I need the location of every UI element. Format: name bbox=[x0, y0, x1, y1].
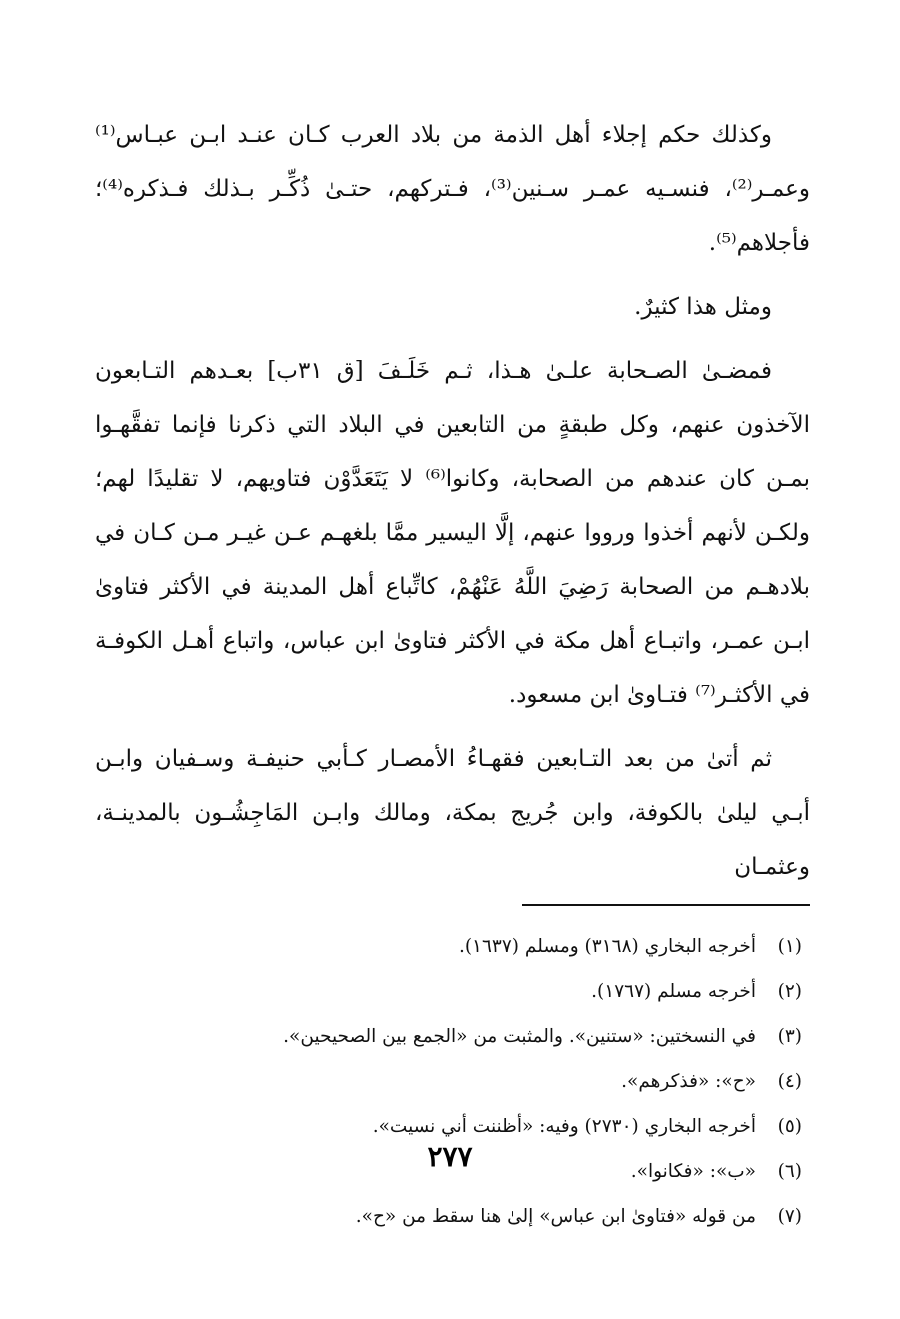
footnote-4 bbox=[95, 1059, 802, 1104]
paragraph-2: ومثل هذا كثيرٌ. bbox=[634, 294, 772, 320]
footnote-text: أخرجه البخاري (٢٧٣٠) وفيه: «أظننت أني نسيت». bbox=[372, 1116, 756, 1137]
paragraph-3: فمضـىٰ الصـحابة علـىٰ هـذا، ثـم خَلَـفَ [ق ٣١ب] بعـدهم التـابعون الآخذون عنهم، وكل طبقةٍ من التابعين في البلاد التي ذكرنا فإنما تفقَّهـوا بمـن كان عندهم من الصحابة، وكانوا⁽⁶⁾ لا يَتَعَدَّوْن فتاويهم، لا تقليدًا لهم؛ ولكـن لأنهم أخذوا ورووا عنهم، إلَّا اليسير ممَّا بلغهـم عـن غيـر مـن كـان في بلادهـم من الصحابة رَضِيَ اللَّهُ عَنْهُمْ، كاتِّباع أهل المدينة في الأكثر فتاوىٰ ابـن عمـر، واتبـاع أهل مكة في الأكثر فتاوىٰ ابن عباس، واتباع أهـل الكوفـة في الأكثـر⁽⁷⁾ فتـاوىٰ ابن مسعود. bbox=[95, 358, 810, 708]
footnote-1 bbox=[95, 924, 802, 969]
footnote-text: «ح»: «فذكرهم». bbox=[621, 1071, 756, 1092]
footnote-3 bbox=[95, 1014, 802, 1059]
footnote-number: (٤) bbox=[777, 1071, 802, 1092]
footnote-number: (٥) bbox=[777, 1116, 802, 1137]
footnote-text: أخرجه البخاري (٣١٦٨) ومسلم (١٦٣٧). bbox=[458, 936, 756, 957]
footnotes bbox=[95, 924, 810, 1239]
book-page bbox=[95, 108, 810, 1228]
footnote-text: «ب»: «فكانوا». bbox=[630, 1161, 756, 1182]
footnote-number: (٢) bbox=[777, 981, 802, 1002]
footnote-text: من قوله «فتاوىٰ ابن عباس» إلىٰ هنا سقط من «ح». bbox=[355, 1206, 756, 1227]
paragraph-4: ثم أتىٰ من بعد التـابعين فقهـاءُ الأمصـار كـأبي حنيفـة وسـفيان وابـن أبـي ليلىٰ بالكوفة، وابن جُريج بمكة، ومالك وابـن المَاجِشُـون بالمدينـة، وعثمـان bbox=[95, 746, 810, 880]
footnote-number: (٦) bbox=[777, 1161, 802, 1182]
footnote-separator bbox=[522, 904, 810, 906]
footnote-text: في النسختين: «ستنين». والمثبت من «الجمع بين الصحيحين». bbox=[283, 1026, 756, 1047]
paragraph-1: وكذلك حكم إجلاء أهل الذمة من بلاد العرب كـان عنـد ابـن عبـاس⁽¹⁾ وعمـر⁽²⁾، فنسـيه عمـر سـنين⁽³⁾، فـتركهم، حتـىٰ ذُكِّـر بـذلك فـذكره⁽⁴⁾؛ فأجلاهم⁽⁵⁾. bbox=[95, 122, 810, 256]
footnote-number: (٣) bbox=[777, 1026, 802, 1047]
footnote-number: (١) bbox=[777, 936, 802, 957]
footnote-7 bbox=[95, 1194, 802, 1239]
page-number: ٢٧٧ bbox=[427, 1140, 473, 1173]
footnote-text: أخرجه مسلم (١٧٦٧). bbox=[591, 981, 756, 1002]
footnote-2 bbox=[95, 969, 802, 1014]
footnote-number: (٧) bbox=[777, 1206, 802, 1227]
